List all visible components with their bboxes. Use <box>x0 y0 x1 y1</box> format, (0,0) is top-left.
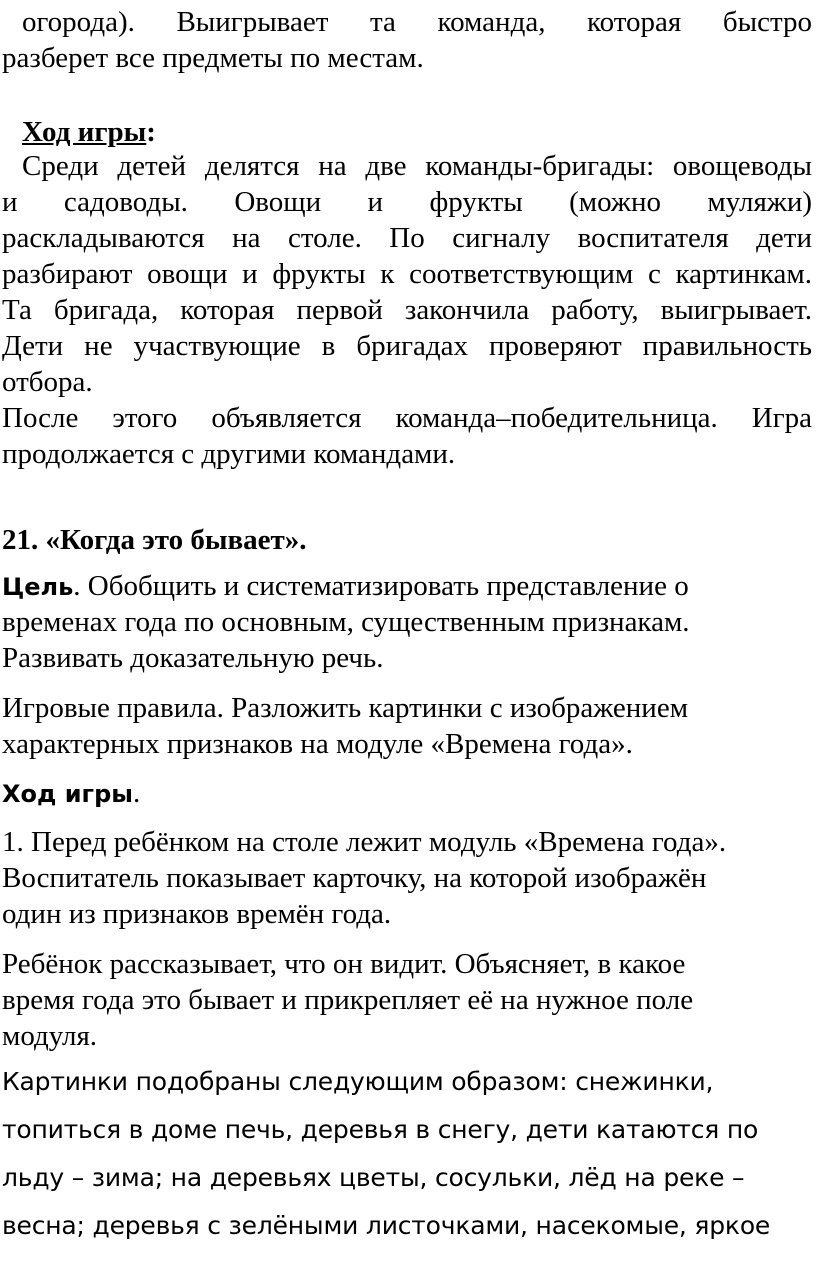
game-title: 21. «Когда это бывает». <box>2 524 307 556</box>
text-line: Картинки подобраны следующим образом: снежинки, <box>2 1067 714 1096</box>
text-line: модуля. <box>2 1020 98 1052</box>
text-line: Развивать доказательную речь. <box>2 642 384 674</box>
text-line: Игровые правила. Разложить картинки с изображением <box>2 692 689 724</box>
text-line: время года это бывает и прикрепляет её на нужное поле <box>2 984 694 1016</box>
heading-colon: : <box>146 116 156 148</box>
text-line: временах года по основным, существенным признакам. <box>2 606 690 638</box>
text-line: льду – зима; на деревьях цветы, сосульки, лёд на реке – <box>2 1163 745 1192</box>
text-line: разбирают овощи и фрукты к соответствующим с картинкам. <box>2 258 812 290</box>
course-heading <box>2 775 812 812</box>
text-line: огорода). Выигрывает та команда, которая быстро <box>22 6 812 38</box>
text-line: Дети не участвующие в бригадах проверяют правильность <box>2 330 812 362</box>
text-line: разберет все предметы по местам. <box>2 42 424 74</box>
text-line: Ребёнок рассказывает, что он видит. Объясняет, в какое <box>2 948 686 980</box>
text-line: один из признаков времён года. <box>2 898 392 930</box>
text-line: Воспитатель показывает карточку, на которой изображён <box>2 862 707 894</box>
course-label: Ход игры <box>2 780 133 808</box>
text-line: раскладываются на столе. По сигналу воспитателя дети <box>2 222 812 254</box>
section-heading <box>2 114 816 150</box>
text-line: продолжается с другими командами. <box>2 438 456 470</box>
course-dot: . <box>132 777 141 809</box>
text-line: весна; деревья с зелёными листочками, насекомые, яркое <box>2 1211 771 1240</box>
text-line: После этого объявляется команда–победительница. Игра <box>2 402 812 434</box>
goal-label: Цель <box>2 573 74 601</box>
goal-text: . Обобщить и систематизировать представление о <box>73 570 689 602</box>
text-line: характерных признаков на модуле «Времена года». <box>2 728 633 760</box>
text-line: топиться в доме печь, деревья в снегу, дети катаются по <box>2 1115 759 1144</box>
goal-line <box>2 568 812 605</box>
text-line: и садоводы. Овощи и фрукты (можно муляжи) <box>2 186 812 218</box>
text-line: Та бригада, которая первой закончила работу, выигрывает. <box>2 294 812 326</box>
text-line: отбора. <box>2 366 93 398</box>
heading-text: Ход игры <box>22 116 147 148</box>
text-line: 1. Перед ребёнком на столе лежит модуль «Времена года». <box>2 826 727 858</box>
text-line: Среди детей делятся на две команды-бригады: овощеводы <box>22 150 812 182</box>
